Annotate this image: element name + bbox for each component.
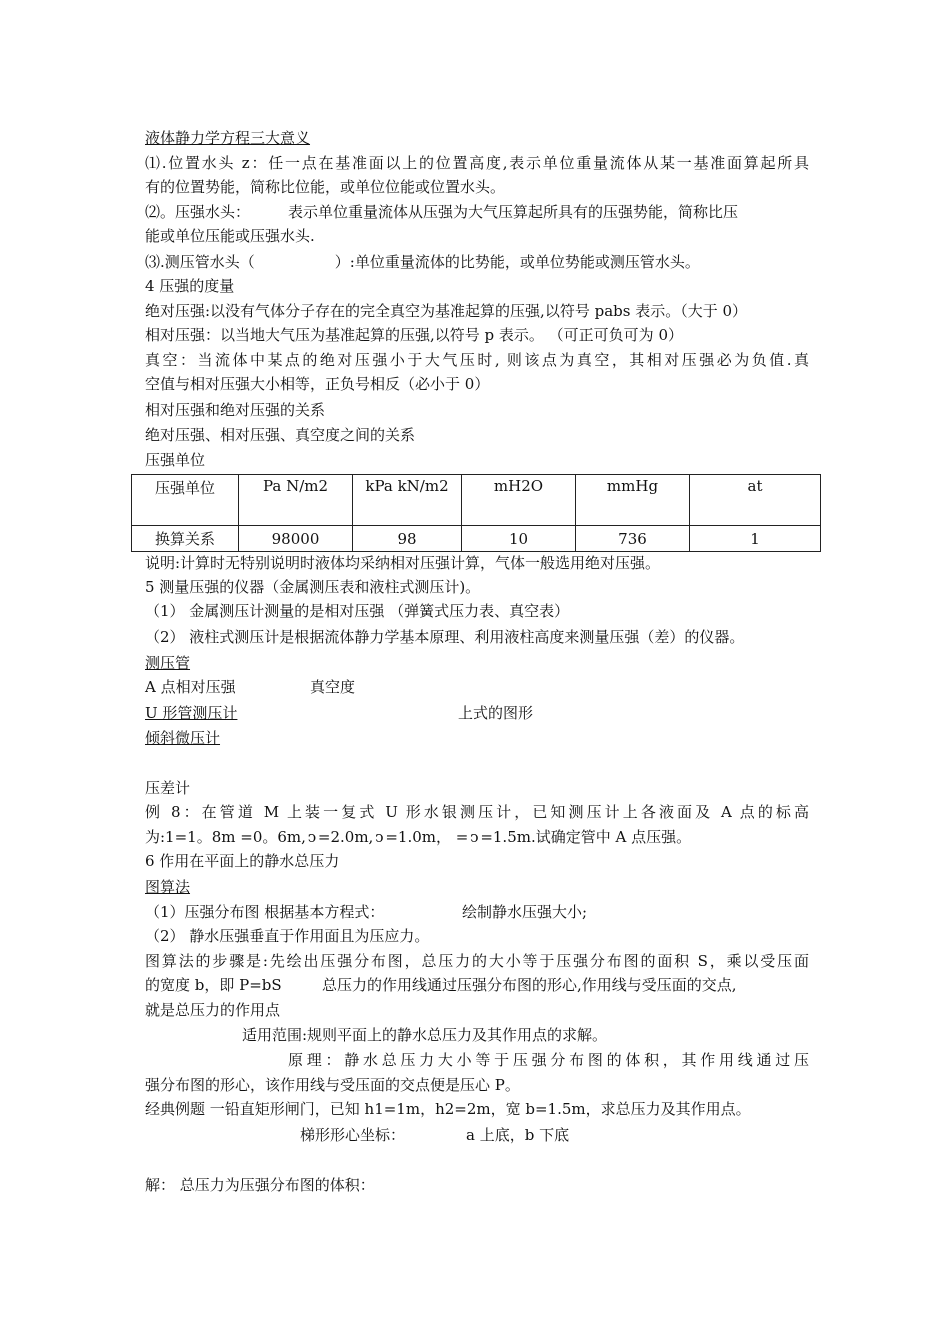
text-line: 梯形形心坐标： (300, 1126, 406, 1144)
table-cell: 98000 (239, 526, 353, 552)
table-cell: 换算关系 (132, 526, 239, 552)
table-cell: mH2O (462, 475, 576, 526)
table-cell: 10 (462, 526, 576, 552)
text-line: ⑴.位置水头 z：任一点在基准面以上的位置高度,表示单位重量流体从某一基准面算起所具 (145, 154, 809, 172)
table-cell: 压强单位 (132, 475, 239, 526)
text-line: （2） 液柱式测压计是根据流体静力学基本原理、利用液柱高度来测量压强（差）的仪器。 (145, 628, 745, 646)
text-line: 有的位置势能，简称比位能，或单位位能或位置水头。 (145, 178, 506, 196)
text-line: （1）压强分布图 根据基本方程式： (145, 903, 385, 921)
text-line: 的宽度 b，即 P=bS (145, 976, 282, 994)
text-fragment: =1.0m， = (385, 828, 469, 846)
text-line: 空值与相对压强大小相等，正负号相反（必小于 0） (145, 375, 490, 393)
table-row (132, 526, 821, 552)
text-fragment: =1.5m.试确定管中 A 点压强。 (480, 828, 692, 846)
text-line: 解： 总压力为压强分布图的体积： (145, 1176, 375, 1194)
formula-symbol-icon: ↄ (470, 828, 479, 846)
table-cell: 736 (576, 526, 690, 552)
subheading: U 形管测压计 (145, 704, 238, 722)
text-fragment: ⑵。压强水头： (145, 203, 251, 221)
section-heading: 4 压强的度量 (145, 277, 235, 295)
subheading: 倾斜微压计 (145, 729, 221, 747)
text-line: 真空度 (310, 678, 356, 696)
text-line (145, 202, 738, 222)
text-line: 图算法的步骤是:先绘出压强分布图，总压力的大小等于压强分布图的面积 S，乘以受压面 (145, 952, 809, 970)
text-fragment: 为:1=1。8m =0。6m, (145, 828, 306, 846)
text-line: 总压力的作用线通过压强分布图的形心,作用线与受压面的交点, (322, 976, 737, 994)
text-line: 绝对压强、相对压强、真空度之间的关系 (145, 426, 416, 444)
text-fragment: ）:单位重量流体的比势能，或单位势能或测压管水头。 (334, 253, 700, 271)
table-cell: at (690, 475, 821, 526)
text-line: 真空：当流体中某点的绝对压强小于大气压时, 则该点为真空，其相对压强必为负值.真 (145, 351, 809, 369)
section-heading: 6 作用在平面上的静水总压力 (145, 852, 340, 870)
text-line: a 上底，b 下底 (466, 1126, 570, 1144)
formula-symbol-icon: ↄ (307, 828, 317, 846)
text-line: 相对压强和绝对压强的关系 (145, 401, 326, 419)
text-line: A 点相对压强 (145, 678, 236, 696)
text-line: 绝对压强:以没有气体分子存在的完全真空为基准起算的压强,以符号 pabs 表示。（大于 0） (145, 302, 748, 320)
text-line (145, 827, 691, 847)
text-line: 上式的图形 (458, 704, 534, 722)
table-cell: 98 (353, 526, 462, 552)
pressure-unit-table (131, 474, 821, 552)
text-line: 说明:计算时无特别说明时液体均采纳相对压强计算，气体一般选用绝对压强。 (145, 554, 661, 572)
text-line: 强分布图的形心，该作用线与受压面的交点便是压心 P。 (145, 1076, 520, 1094)
subheading: 图算法 (145, 878, 191, 896)
text-fragment: =2.0m, (317, 828, 374, 846)
text-line: 相对压强：以当地大气压为基准起算的压强,以符号 p 表示。 （可正可负可为 0） (145, 326, 683, 344)
text-line: （1） 金属测压计测量的是相对压强 （弹簧式压力表、真空表） (145, 602, 570, 620)
text-fragment: 表示单位重量流体从压强为大气压算起所具有的压强势能，简称比压 (288, 203, 739, 221)
text-line: 适用范围:规则平面上的静水总压力及其作用点的求解。 (242, 1026, 608, 1044)
table-cell: mmHg (576, 475, 690, 526)
formula-symbol-icon: ↄ (375, 828, 384, 846)
text-line: 原理：静水总压力大小等于压强分布图的体积，其作用线通过压 (288, 1051, 809, 1069)
text-line: 能或单位压能或压强水头. (145, 227, 315, 245)
text-line: 经典例题 一铅直矩形闸门，已知 h1=1m，h2=2m，宽 b=1.5m，求总压力及其作用点。 (145, 1100, 751, 1118)
table-cell: kPa kN/m2 (353, 475, 462, 526)
table-header-row (132, 475, 821, 526)
section-heading: 5 测量压强的仪器（金属测压表和液柱式测压计)。 (145, 578, 481, 596)
text-line: 绘制静水压强大小; (462, 903, 588, 921)
text-line: 压差计 (145, 779, 191, 797)
table-cell: 1 (690, 526, 821, 552)
text-line: 压强单位 (145, 451, 206, 469)
text-line (145, 252, 700, 272)
subheading: 测压管 (145, 654, 191, 672)
text-fragment: ⑶.测压管水头（ (145, 253, 255, 271)
section-title: 液体静力学方程三大意义 (145, 129, 311, 147)
text-line: 就是总压力的作用点 (145, 1001, 281, 1019)
text-line: （2） 静水压强垂直于作用面且为压应力。 (145, 927, 430, 945)
text-line: 例 8：在管道 M 上装一复式 U 形水银测压计，已知测压计上各液面及 A 点的标高 (145, 803, 809, 821)
table-cell: Pa N/m2 (239, 475, 353, 526)
